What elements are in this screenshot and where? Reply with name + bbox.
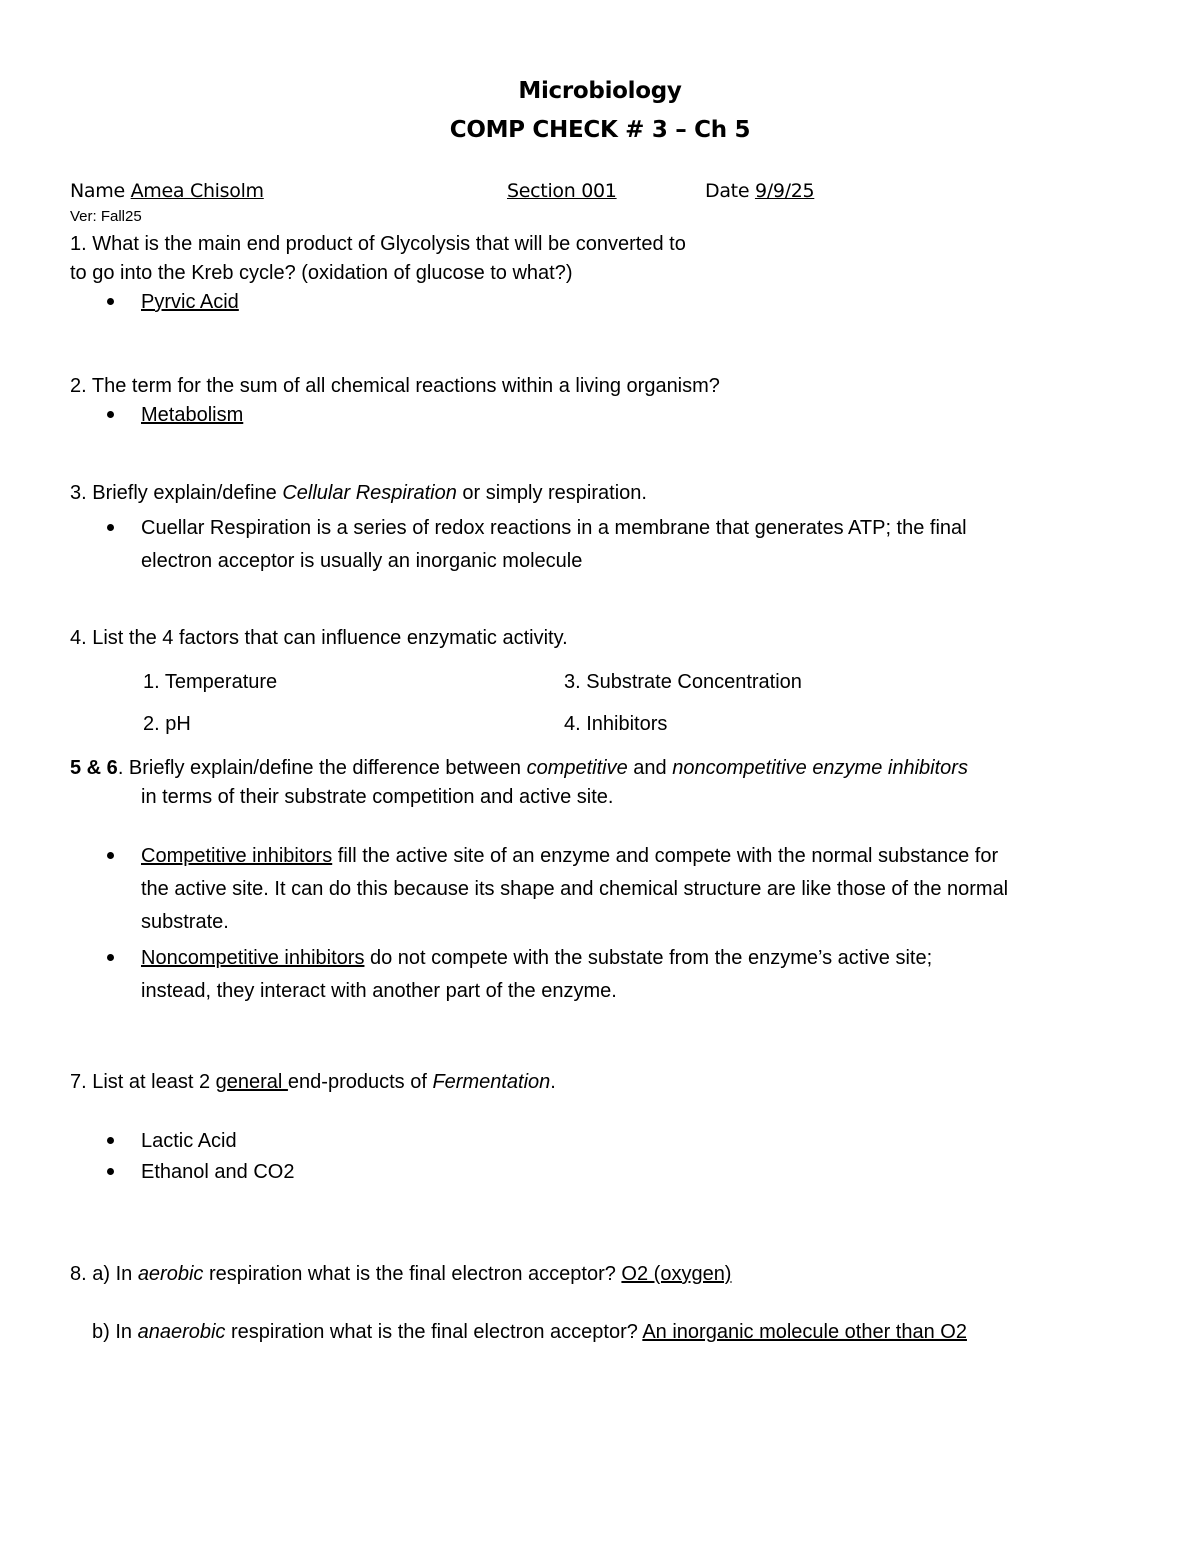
question-3-text-end: or simply respiration. — [456, 482, 647, 504]
answer-3-line1: Cuellar Respiration is a series of redox reactions in a membrane that generates ATP; the final — [141, 517, 967, 539]
question-3 — [70, 481, 647, 505]
bullet-icon — [107, 298, 114, 305]
answer-6-text: do not compete with the substate from the enzyme’s active site; — [364, 947, 933, 969]
bullet-icon — [107, 954, 114, 961]
factor-4: 4. Inhibitors — [564, 713, 668, 735]
question-8b-prefix: b) In — [92, 1321, 138, 1343]
bullet-icon — [107, 1137, 114, 1144]
answer-5-line3: substrate. — [141, 911, 229, 933]
question-7-text-mid: end-products of — [287, 1071, 433, 1093]
question-7-period: . — [550, 1071, 556, 1093]
question-8a-prefix: 8. a) In — [70, 1263, 138, 1285]
factor-3: 3. Substrate Concentration — [564, 671, 802, 693]
question-7-text: 7. List at least 2 — [70, 1071, 216, 1093]
section-field: Section 001 — [507, 180, 617, 202]
question-1-line2: to go into the Kreb cycle? (oxidation of glucose to what?) — [70, 262, 573, 284]
question-8a-text: respiration what is the final electron acceptor? — [203, 1263, 622, 1285]
answer-3-line2: electron acceptor is usually an inorganic molecule — [141, 550, 583, 572]
bullet-icon — [107, 524, 114, 531]
term-competitive: competitive — [526, 757, 628, 779]
question-2: 2. The term for the sum of all chemical reactions within a living organism? — [70, 375, 720, 397]
question-8b-text: respiration what is the final electron acceptor? — [225, 1321, 643, 1343]
factor-1: 1. Temperature — [143, 671, 278, 693]
question-5-6-number: 5 & 6 — [70, 757, 118, 779]
question-7-term: Fermentation — [432, 1071, 551, 1093]
answer-2: Metabolism — [141, 404, 244, 426]
date-value: 9/9/25 — [754, 180, 815, 202]
term-anaerobic: anaerobic — [137, 1321, 226, 1343]
question-5-6-line2: in terms of their substrate competition and active site. — [141, 786, 614, 808]
answer-5-text: fill the active site of an enzyme and compete with the normal substance for — [332, 845, 999, 867]
question-4: 4. List the 4 factors that can influence enzymatic activity. — [70, 627, 568, 649]
question-7 — [70, 1070, 556, 1094]
document-title: Microbiology — [518, 78, 682, 104]
bullet-icon — [107, 411, 114, 418]
answer-5-line2: the active site. It can do this because its shape and chemical structure are like those of the normal — [141, 878, 1009, 900]
question-1-line1: 1. What is the main end product of Glycolysis that will be converted to — [70, 233, 686, 255]
answer-5-line1 — [141, 844, 998, 868]
date-field — [705, 179, 814, 203]
answer-8b: An inorganic molecule other than O2 — [642, 1321, 967, 1343]
term-aerobic: aerobic — [137, 1263, 204, 1285]
bullet-icon — [107, 852, 114, 859]
name-label: Name — [70, 180, 131, 202]
name-field — [70, 179, 264, 203]
question-7-general: general — [215, 1071, 288, 1093]
name-value: Amea Chisolm — [130, 180, 264, 202]
question-3-text: 3. Briefly explain/define — [70, 482, 283, 504]
answer-6-line2: instead, they interact with another part of the enzyme. — [141, 980, 617, 1002]
question-3-term: Cellular Respiration — [282, 482, 457, 504]
answer-7b: Ethanol and CO2 — [141, 1161, 295, 1183]
document-subtitle: COMP CHECK # 3 – Ch 5 — [449, 117, 751, 143]
factor-2: 2. pH — [143, 713, 191, 735]
noncompetitive-inhibitors-term: Noncompetitive inhibitors — [141, 947, 365, 969]
competitive-inhibitors-term: Competitive inhibitors — [141, 845, 333, 867]
date-label: Date — [705, 180, 755, 202]
answer-6-line1 — [141, 946, 932, 970]
question-5-6-text: . Briefly explain/define the difference between — [117, 757, 527, 779]
question-8b — [92, 1320, 967, 1344]
version-label: Ver: Fall25 — [70, 208, 142, 225]
term-noncompetitive: noncompetitive enzyme inhibitors — [672, 757, 968, 779]
answer-7a: Lactic Acid — [141, 1130, 237, 1152]
question-8a — [70, 1262, 731, 1286]
question-5-6 — [70, 756, 968, 780]
answer-8a: O2 (oxygen) — [621, 1263, 732, 1285]
question-5-6-and: and — [627, 757, 673, 779]
bullet-icon — [107, 1168, 114, 1175]
answer-1: Pyrvic Acid — [141, 291, 239, 313]
